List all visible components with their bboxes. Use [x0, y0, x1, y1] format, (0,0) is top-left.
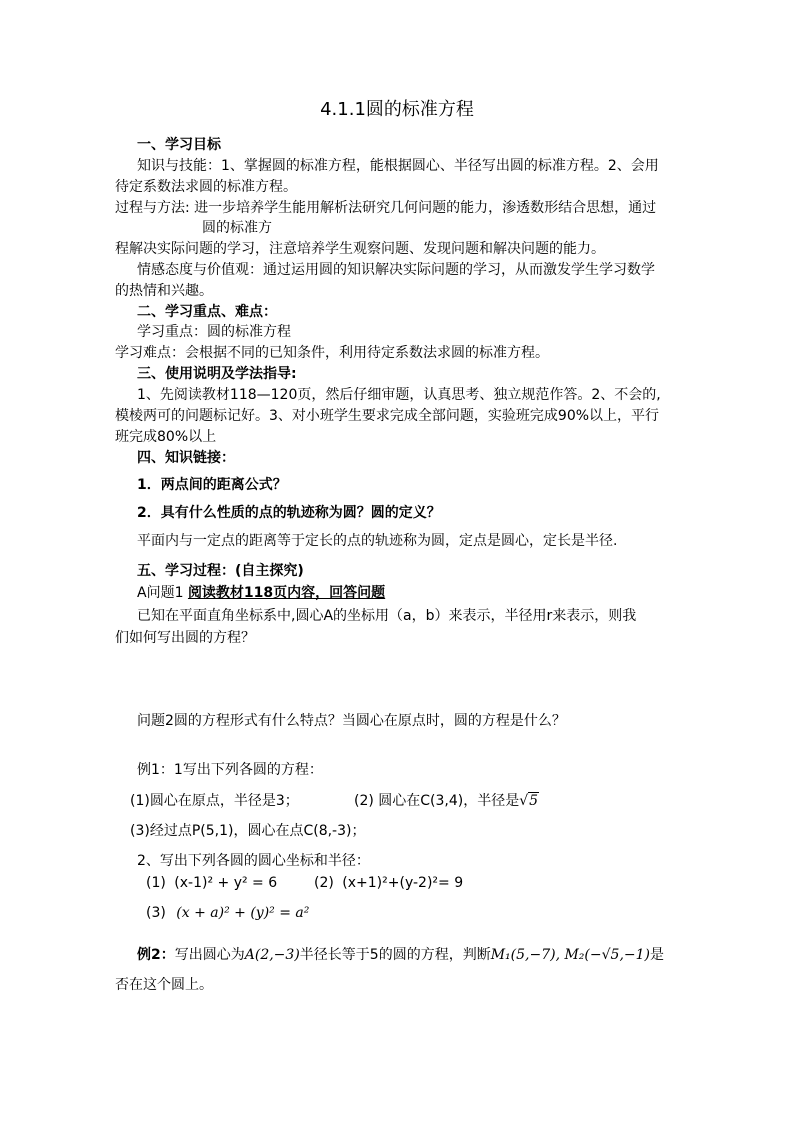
example-2-line-2: 否在这个圆上。	[115, 977, 213, 993]
knowledge-skills-line-2: 待定系数法求圆的标准方程。	[115, 179, 297, 195]
circle-definition: 平面内与一定点的距离等于定长的点的轨迹称为圆，定点是圆心，定长是半径.	[137, 533, 618, 549]
example-1-item-2	[354, 791, 539, 811]
section-4-heading: 四、知识链接：	[137, 450, 235, 466]
example-2-text-a: 写出圆心为	[174, 947, 245, 963]
example-2-text-c: 是	[650, 947, 664, 963]
equation-2	[314, 873, 463, 893]
process-methods-line-3: 程解决实际问题的学习，注意培养学生观察问题、发现问题和解决问题的能力。	[115, 241, 605, 257]
knowledge-skills-line-1: 知识与技能：1、掌握圆的标准方程，能根据圆心、半径写出圆的标准方程。2、会用	[137, 158, 659, 174]
equation-2-expression: (x+1)²+(y-2)²= 9	[342, 875, 464, 891]
process-methods-line-2: 圆的标准方	[202, 220, 272, 236]
example-1-item-3: (3)经过点P(5,1)，圆心在点C(8,-3)；	[130, 823, 366, 839]
equation-3-expression: (x + a)² + (y)² = a²	[176, 905, 310, 921]
equation-1-expression: (x-1)² + y² = 6	[174, 875, 278, 891]
problem-1-text-line-2: 们如何写出圆的方程？	[115, 630, 255, 646]
instructions-line-1: 1、先阅读教材118—120页，然后仔细审题，认真思考、独立规范作答。2、不会的,	[137, 387, 661, 403]
process-methods-line-1: 过程与方法: 进一步培养学生能用解析法研究几何问题的能力，渗透数形结合思想，通过	[115, 200, 657, 216]
example-2-text-b: 半径长等于5的圆的方程，判断	[299, 947, 491, 963]
example-2-label: 例2：	[137, 947, 175, 963]
equation-1-label: (1)	[146, 875, 166, 891]
example-1-heading: 例1：1写出下列各圆的方程：	[137, 762, 323, 778]
problem-1-reading-task: 阅读教材118页内容，回答问题	[187, 585, 386, 601]
sqrt-sign: √	[519, 793, 529, 809]
problem-1-text-line-1: 已知在平面直角坐标系中,圆心A的坐标用（a，b）来表示，半径用r来表示，则我	[137, 608, 637, 624]
emotion-attitude-line-1: 情感态度与价值观：通过运用圆的知识解决实际问题的学习，从而激发学生学习数学	[137, 262, 655, 278]
section-1-heading: 一、学习目标	[137, 137, 221, 153]
equation-3-label: (3)	[146, 905, 166, 921]
learning-difficulty: 学习难点：会根据不同的已知条件，利用待定系数法求圆的标准方程。	[115, 345, 549, 361]
equation-1	[146, 873, 277, 893]
equation-3	[146, 903, 309, 923]
section-3-heading: 三、使用说明及学法指导:	[137, 366, 297, 382]
instructions-line-2: 模棱两可的问题标记好。3、对小班学生要求完成全部问题，实验班完成90%以上，平行	[115, 408, 660, 424]
equation-2-label: (2)	[314, 875, 334, 891]
section-2-heading: 二、学习重点、难点：	[137, 304, 277, 320]
example-2-center: A(2,−3)	[244, 947, 300, 963]
sqrt-radicand: 5	[529, 793, 539, 809]
emotion-attitude-line-2: 的热情和兴趣。	[115, 283, 213, 299]
example-1-part-2: 2、写出下列各圆的圆心坐标和半径：	[137, 853, 370, 869]
problem-1-line	[137, 583, 385, 603]
knowledge-question-1: 1．两点间的距离公式？	[137, 477, 287, 493]
instructions-line-3: 班完成80%以上	[115, 429, 217, 445]
example-1-item-1: (1)圆心在原点，半径是3；	[130, 793, 299, 809]
example-1-item-2-text: (2) 圆心在C(3,4)，半径是	[354, 793, 520, 809]
problem-1-label: A问题1	[137, 585, 188, 601]
knowledge-question-2: 2．具有什么性质的点的轨迹称为圆？圆的定义？	[137, 505, 441, 521]
example-2-points: M₁(5,−7), M₂(−√5,−1)	[490, 947, 650, 963]
section-5-heading: 五、学习过程：(自主探究)	[137, 563, 304, 579]
page-title: 4.1.1圆的标准方程	[320, 99, 474, 120]
problem-2-text: 问题2圆的方程形式有什么特点？当圆心在原点时，圆的方程是什么？	[137, 713, 566, 729]
example-2-line-1	[137, 945, 664, 965]
learning-key-point: 学习重点：圆的标准方程	[137, 324, 291, 340]
